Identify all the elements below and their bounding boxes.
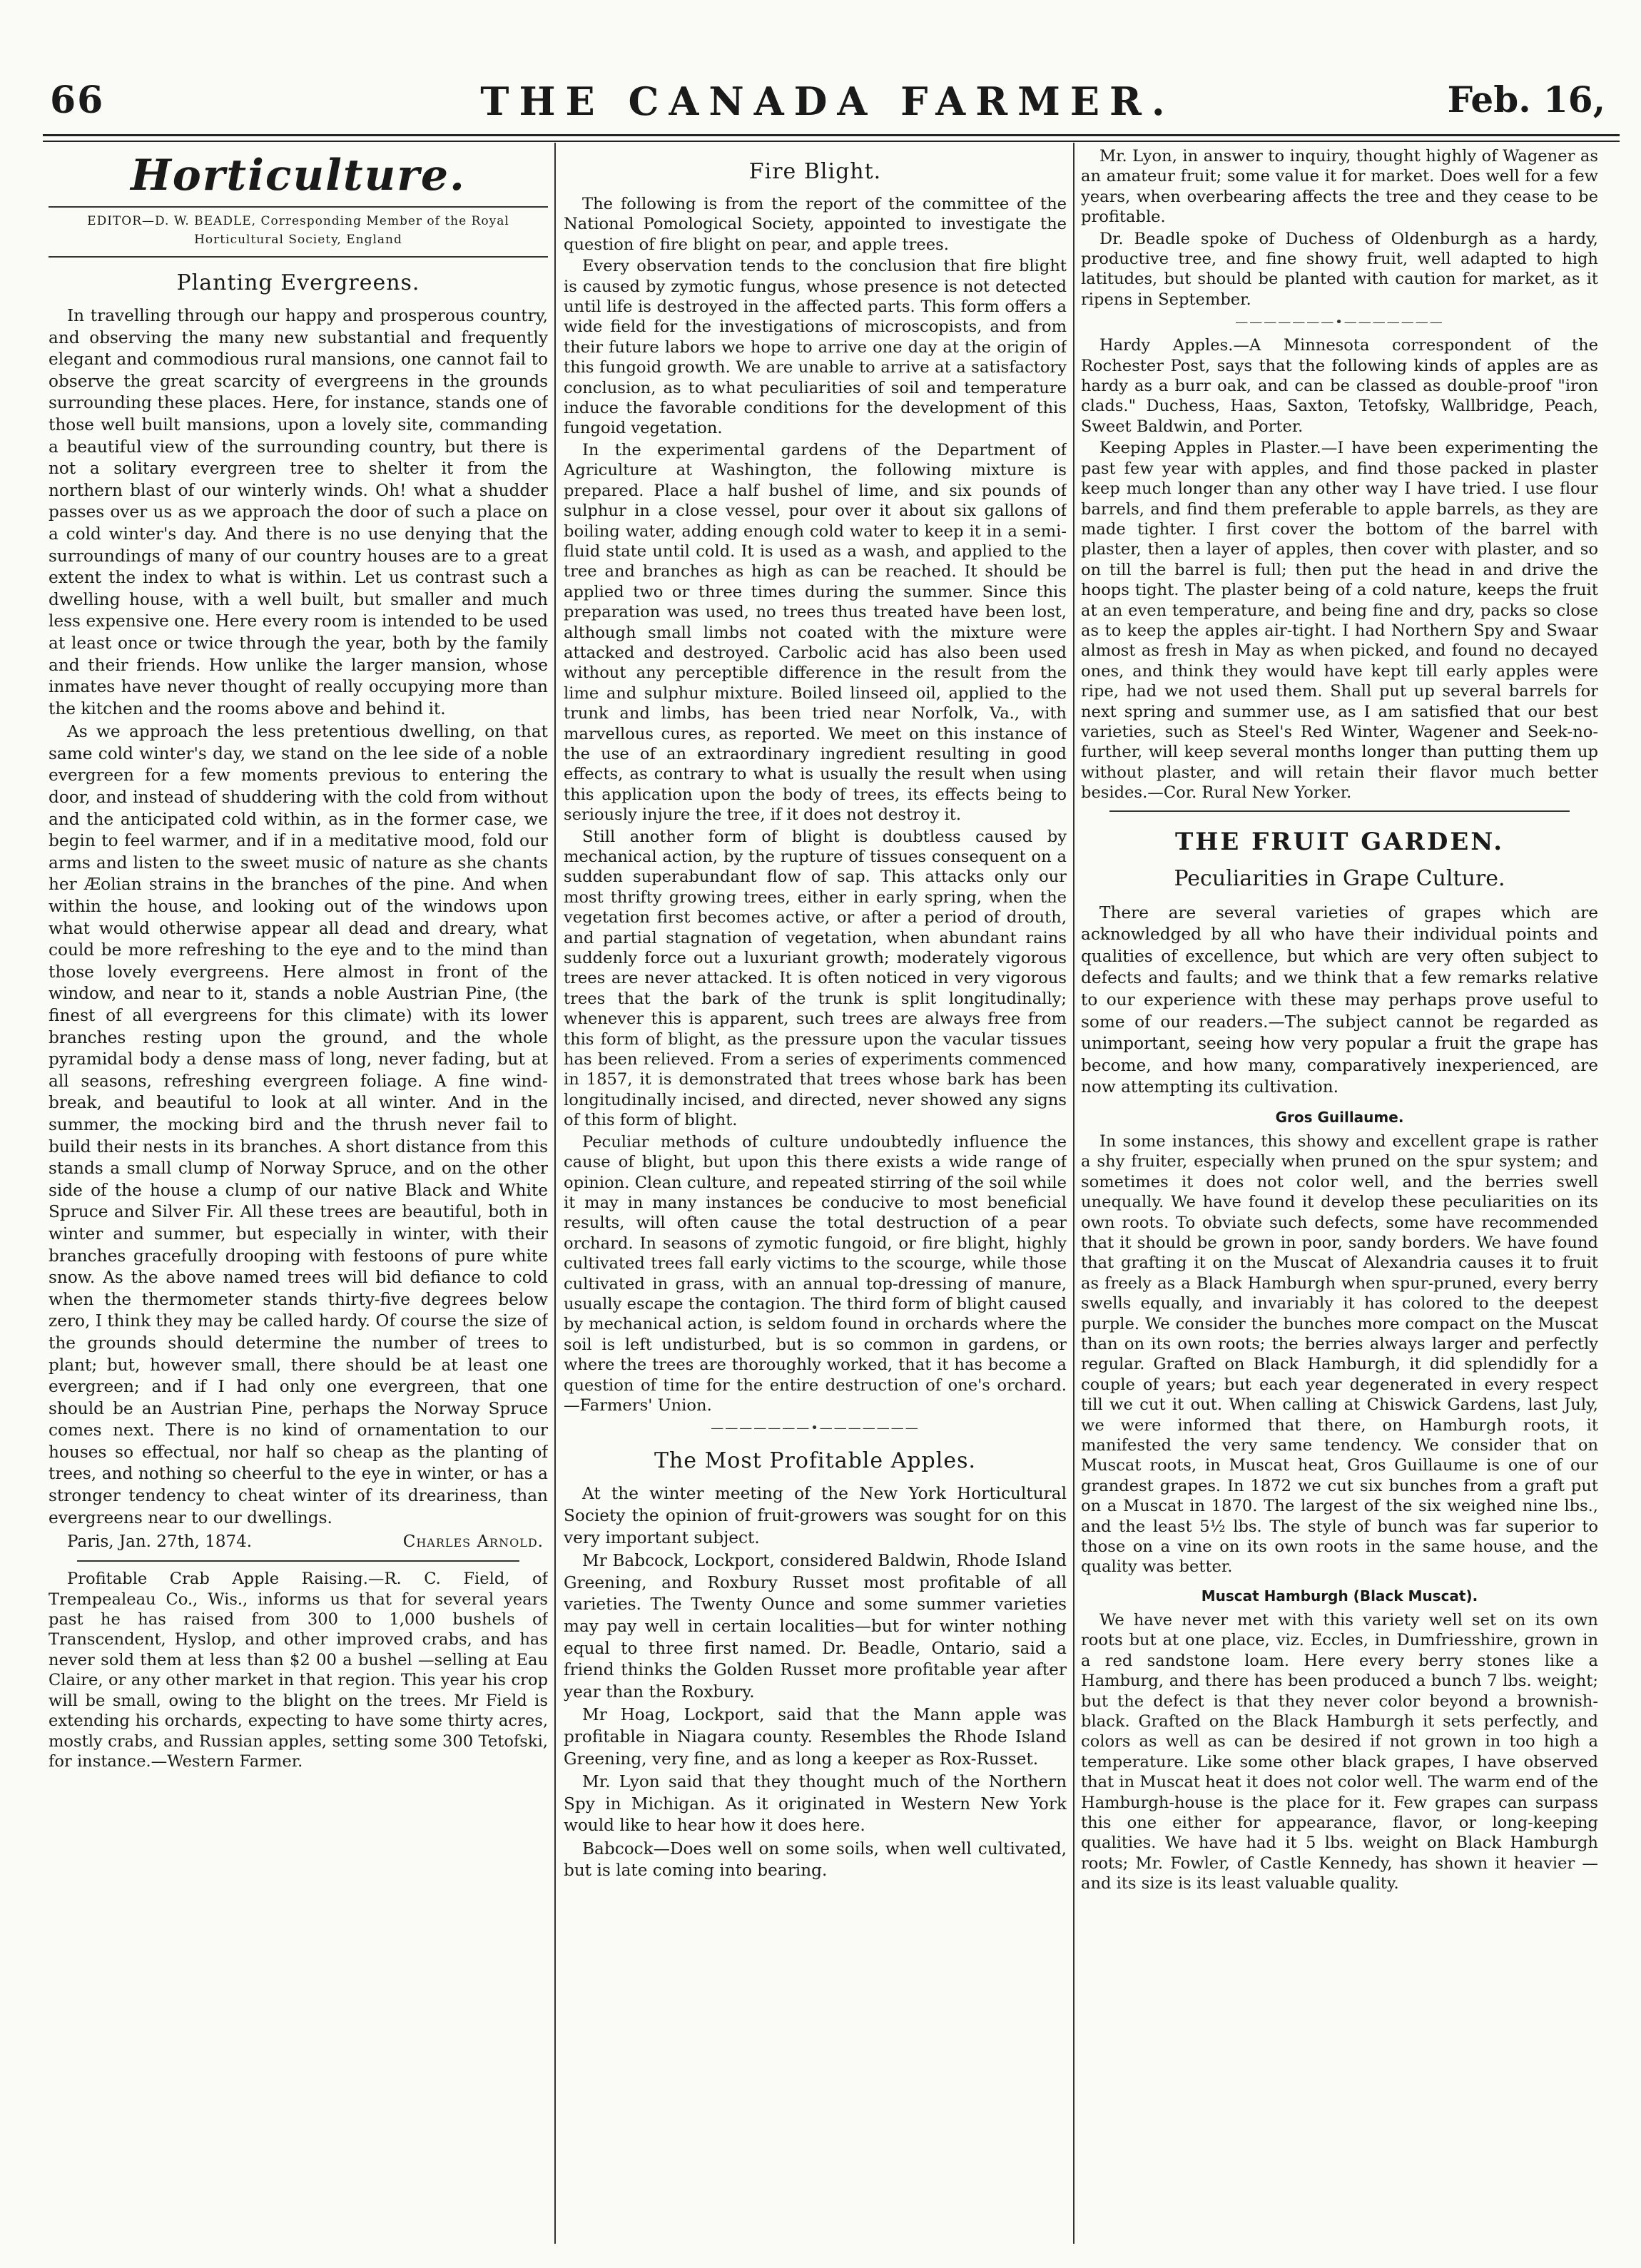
section-title: Horticulture. [131, 151, 466, 200]
article-paragraph: In travelling through our happy and prosperous country, and observing the many new substantial and frequently elegant and commodious rural mansions, one cannot fail to observe the great scarcity of evergreens in the grounds surrounding these places. Here, for instance, stands one of those well built mansions, upon a lovely site, commanding a beautiful view of the surrounding country, but there is not a solitary evergreen tree to shelter it from the northern blast of our winterly winds. Oh! what a shudder passes over us as we approach the door of such a place on a cold winter's day. And there is no use denying that the surroundings of many of our country houses are to a great extent the index to what is within. Let us contrast such a dwelling house, with a well built, but smaller and much less expensive one. Here every room is intended to be used at least once or twice through the year, both by the family and their friends. How unlike the larger mansion, whose inmates have never thought of really occupying more than the kitchen and the rooms above and behind it. [49, 306, 548, 718]
article-paragraph: Mr. Lyon said that they thought much of the Northern Spy in Michigan. As it originated in Western New York would like to hear how it does here. [564, 1772, 1067, 1836]
page-number: 66 [50, 78, 105, 122]
article-paragraph: Still another form of blight is doubtless caused by mechanical action, by the rupture of tissues consequent on a sudden superabundant flow of sap. This attacks only our most thrifty growing trees, either in early spring, when the vegetation first becomes active, or after a period of drouth, and partial stagnation of vegetation, when abundant rains suddenly force out a luxuriant growth; moderately vigorous trees are never attacked. It is often noticed in very vigorous trees that the bark of the trunk is split longitudinally; whenever this is apparent, such trees are always free from this form of blight, as the pressure upon the vacular tissues has been relieved. From a series of experiments commenced in 1857, it is demonstrated that trees whose bark has been longitudinally incised, and directed, never showed any signs of this form of blight. [564, 827, 1067, 1130]
column-3 [1081, 146, 1598, 2244]
article-signature [49, 1530, 548, 1553]
article-title-profitable-apples: The Most Profitable Apples. [654, 1448, 977, 1474]
article-keeping-apples: Keeping Apples in Plaster.—I have been experimenting the past few year with apples, and find those packed in plaster keep much longer than any other way I have tried. I use flour barrels, and find them preferable to apple barrels, as they are made tighter. I first cover the bottom of the barrel with plaster, then a layer of apples, then cover with plaster, and so on till the barrel is full; then put the head in and drive the hoops tight. The plaster being of a cold nature, keeps the fruit at an even temperature, and being fine and dry, packs so close as to keep the apples air-tight. I had Northern Spy and Swaar almost as fresh in May as when picked, and found no decayed ones, and think they would have kept till early apples were ripe, had we not used them. Shall put up several barrels for next spring and summer use, as I am satisfied that our best varieties, such as Steel's Red Winter, Wagener and Seek-no-further, will keep several months longer than putting them up without plaster, and will retain their flavor much better besides.—Cor. Rural New Yorker. [1081, 439, 1598, 803]
article-paragraph: The following is from the report of the committee of the National Pomological Society, appointed to investigate the question of fire blight on pear, and apple trees. [564, 195, 1067, 254]
article-title-grape-culture: Peculiarities in Grape Culture. [1174, 865, 1505, 891]
article-title-evergreens: Planting Evergreens. [176, 270, 420, 295]
column-divider [1073, 143, 1074, 2244]
article-paragraph: Mr Hoag, Lockport, said that the Mann apple was profitable in Niagara county. Resembles the Rhode Island Greening, very fine, and as long a keeper as Rox-Russet. [564, 1705, 1067, 1769]
column-divider [554, 143, 556, 2244]
article-paragraph: Mr. Lyon, in answer to inquiry, thought highly of Wagener as an amateur fruit; some value it for market. Does well for a few years, when overbearing affects the tree and they cease to be profitable. [1081, 147, 1598, 227]
masthead: THE CANADA FARMER. [480, 78, 1175, 124]
ornament-divider [1081, 315, 1598, 330]
article-title-fire-blight: Fire Blight. [748, 159, 882, 184]
article-paragraph: In some instances, this showy and excellent grape is rather a shy fruiter, especially when pruned on the spur system; and sometimes it does not color well, and the berries swell unequally. We have found it develop these peculiarities on its own roots. To obviate such defects, some have recommended that it should be grown in poor, sandy borders. We have found that grafting it on the Muscat of Alexandria causes it to fruit as freely as a Black Hamburgh when spur-pruned, every berry swells equally, and invariably it has colored to the deepest purple. We consider the bunches more compact on the Muscat than on its own roots; the berries always larger and perfectly regular. Grafted on Black Hamburgh, it did splendidly for a couple of years; but each year degenerated in every respect till we cut it out. When calling at Chiswick Gardens, last July, we were informed that there, on Hamburgh roots, it manifested the very same tendency. We consider that on Muscat roots, in Muscat heat, Gros Guillaume is one of our grandest grapes. In 1872 we cut six bunches from a graft put on a Muscat in 1870. The largest of the six weighed nine lbs., and the least 5½ lbs. The style of bunch was far superior to those on a vine on its own roots in the same house, and the quality was better. [1081, 1132, 1598, 1577]
article-paragraph: At the winter meeting of the New York Horticultural Society the opinion of fruit-growers was sought for on this very important subject. [564, 1484, 1067, 1547]
article-paragraph: Peculiar methods of culture undoubtedly influence the cause of blight, but upon this there exists a wide range of opinion. Clean culture, and repeated stirring of the soil while it may in many instances be conducive to most beneficial results, will often cause the total destruction of a pear orchard. In seasons of zymotic fungoid, or fire blight, highly cultivated trees fall early victims to the scourge, while those cultivated in grass, with an annual top-dressing of manure, usually escape the contagion. The third form of blight caused by mechanical action, is seldom found in orchards where the soil is left undisturbed, but is so common in gardens, or where the trees are thoroughly worked, that it has become a question of time for the entire destruction of one's orchard.—Farmers' Union. [564, 1132, 1067, 1415]
column-1 [49, 146, 548, 2244]
article-paragraph: Every observation tends to the conclusion that fire blight is caused by zymotic fungus, whose presence is not detected until life is destroyed in the affected parts. This form offers a wide field for the investigations of microscopists, and from their future labors we hope to arrive one day at the origin of this fungoid growth. We are unable to arrive at a satisfactory conclusion, as to what peculiarities of soil and temperature induce the favorable conditions for the development of this fungoid vegetation. [564, 257, 1067, 438]
article-paragraph: Mr Babcock, Lockport, considered Baldwin, Rhode Island Greening, and Roxbury Russet most profitable of all varieties. The Twenty Ounce and some summer varieties may pay well in certain localities—but for winter nothing equal to three first named. Dr. Beadle, Ontario, said a friend thinks the Golden Russet more profitable year after year than the Roxbury. [564, 1551, 1067, 1702]
article-paragraph: In the experimental gardens of the Department of Agriculture at Washington, the following mixture is prepared. Place a half bushel of lime, and six pounds of sulphur in a close vessel, pour over it about six gallons of boiling water, adding enough cold water to keep it in a semi-fluid state until cold. It is used as a wash, and applied to the tree and branches as high as can be reached. It should be applied two or three times during the summer. Since this preparation was used, no trees thus treated have been lost, although small limbs not coated with the mixture were attacked and destroyed. Carbolic acid has also been used without any perceptible difference in the result from the lime and sulphur mixture. Boiled linseed oil, applied to the trunk and limbs, has been tried near Norfolk, Va., with marvellous cures, as reported. We meet on this instance of the use of an extraordinary ingredient resulting in good effects, as contrary to what is usually the result when using this application upon the body of trees, its effects being to seriously injure the tree, if it does not destroy it. [564, 440, 1067, 825]
page-header [43, 78, 1612, 136]
subhead-gros-guillaume: Gros Guillaume. [1275, 1108, 1404, 1126]
article-hardy-apples: Hardy Apples.—A Minnesota correspondent of the Rochester Post, says that the following kinds of apples are as hardy as a burr oak, and can be classed as double-proof "iron clads." Duchess, Haas, Saxton, Tetofsky, Wallbridge, Peach, Sweet Baldwin, and Porter. [1081, 336, 1598, 436]
section-title-fruit-garden: THE FRUIT GARDEN. [1174, 827, 1505, 856]
signature-place-date: Paris, Jan. 27th, 1874. [67, 1532, 253, 1552]
header-rule [43, 134, 1620, 142]
subhead-muscat-hamburgh: Muscat Hamburgh (Black Muscat). [1201, 1587, 1478, 1605]
article-paragraph: As we approach the less pretentious dwelling, on that same cold winter's day, we stand on the lee side of a noble evergreen for a few moments previous to entering the door, and instead of shuddering with the cold from without and the anticipated cold within, as in the former case, we begin to feel warmer, and if in a meditative mood, fold our arms and listen to the sweet music of nature as she chants her Æolian strains in the branches of the pine. And when within the house, and looking out of the windows upon what would otherwise appear all dead and dreary, what could be more refreshing to the eye and to the mind than those lovely evergreens. Here almost in front of the window, and near to it, stands a noble Austrian Pine, (the finest of all evergreens for this climate) with its lower branches resting upon the ground, and the whole pyramidal body a dense mass of long, never fading, but at all seasons, refreshing evergreen foliage. A fine wind-break, and beautiful to look at all winter. And in the summer, the mocking bird and the thrush never fail to build their nests in its branches. A short distance from this stands a small clump of Norway Spruce, and on the other side of the house a clump of our native Black and White Spruce and Silver Fir. All these trees are beautiful, both in winter and summer, but especially in winter, with their branches gracefully drooping with festoons of pure white snow. As the above named trees will bid defiance to cold when the thermometer stands thirty-five degrees below zero, I think they may be called hardy. Of course the size of the grounds should determine the number of trees to plant; but, however small, there should be at least one evergreen; and if I had only one evergreen, that one should be an Austrian Pine, perhaps the Norway Spruce comes next. There is no kind of ornamentation to our houses so effectual, nor half so cheap as the planting of trees, and nothing so cheerful to the eye in winter, or has a stronger tendency to cheat winter of its dreariness, than evergreens near to our dwellings. [49, 722, 548, 1527]
ornament-divider [564, 1421, 1067, 1435]
article-paragraph: There are several varieties of grapes which are acknowledged by all who have their individual points and qualities of excellence, but which are very often subject to defects and faults; and we think that a few remarks relative to our experience with these may perhaps prove useful to some of our readers.—The subject cannot be regarded as unimportant, seeing how very popular a fruit the grape has become, and how many, comparatively inexperienced, are now attempting its cultivation. [1081, 902, 1598, 1097]
divider [1109, 810, 1570, 812]
divider [77, 1560, 519, 1562]
signature-name: Charles Arnold. [402, 1532, 544, 1552]
article-paragraph: We have never met with this variety well set on its own roots but at one place, viz. Eccles, in Dumfriesshire, grown in a red sandstone loam. Here every berry stones like a Hamburg, and there has been produced a bunch 7 lbs. weight; but the defect is that they never color beyond a brownish-black. Grafted on the Black Hamburgh it sets perfectly, and colors as well as can be desired if not grown in too high a temperature. Like some other black grapes, I have observed that in Muscat heat it does not color well. The warm end of the Hamburgh-house is the place for it. Few grapes can surpass this one either for appearance, flavor, or long-keeping qualities. We have had it 5 lbs. weight on Black Hamburgh roots; Mr. Fowler, of Castle Kennedy, has shown it heavier —and its size is its least valuable quality. [1081, 1610, 1598, 1893]
article-paragraph: Babcock—Does well on some soils, when well cultivated, but is late coming into bearing. [564, 1839, 1067, 1881]
column-2 [564, 146, 1067, 2244]
editor-line: EDITOR—D. W. BEADLE, Corresponding Member of the Royal Horticultural Society, England [49, 206, 548, 258]
article-paragraph: Dr. Beadle spoke of Duchess of Oldenburgh as a hardy, productive tree, and fine showy fruit, well adapted to high latitudes, but should be planted with caution for market, as it ripens in September. [1081, 229, 1598, 309]
article-crab-apple: Profitable Crab Apple Raising.—R. C. Field, of Trempealeau Co., Wis., informs us that for several years past he has raised from 300 to 1,000 bushels of Transcendent, Hyslop, and other improved crabs, and has never sold them at less than $2 00 a bushel —selling at Eau Claire, or any other market in that region. This year his crop will be small, owing to the blight on the trees. Mr Field is extending his orchards, expecting to have some thirty acres, mostly crabs, and Russian apples, setting some 300 Tetofski, for instance.—Western Farmer. [49, 1570, 548, 1771]
issue-date: Feb. 16, [1447, 78, 1605, 121]
